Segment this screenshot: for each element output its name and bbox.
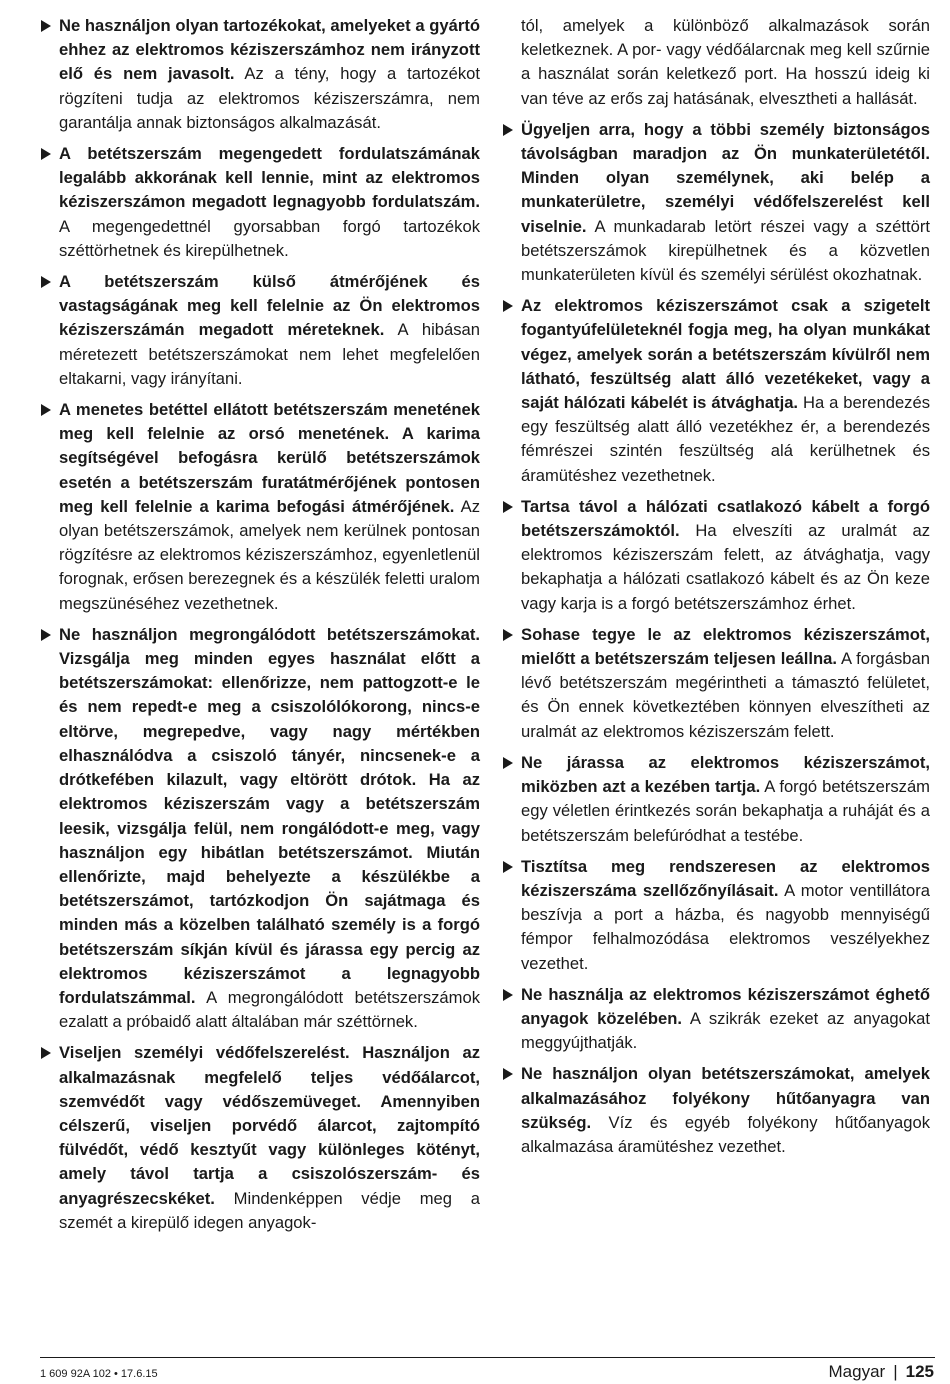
safety-item: [502, 294, 930, 488]
item-text: Az olyan betétszerszámok, amelyek nem kerülnek pontosan rögzítésre az elektromos kéziszerszámhoz, egyenletlenül forognak, erősen berezegnek és a készülék feletti uralom megszünéséhez vezethetnek.: [59, 496, 480, 613]
bullet-icon: [503, 861, 513, 873]
item-text: Mindenképpen védje meg a szemét a kirepülő idegen anyagok-: [59, 1188, 480, 1232]
item-text: A motor ventillátora beszívja a port a házba, és nagyobb mennyiségű fémpor felhalmozódása elektromos veszélyekhez vezethet.: [521, 880, 930, 973]
item-bold-text: Ügyeljen arra, hogy a többi személy biztonságos távolságban maradjon az Ön munkaterületétől. Minden olyan személynek, aki belép a munkaterületre, személyi védőfelszerelést kell viselnie.: [521, 119, 930, 236]
item-text: A forgásban lévő betétszerszám megérintheti a támasztó felületet, és Ön ennek következtében könnyen elveszítheti az uralmát az elektromos kéziszerszám felett.: [521, 649, 930, 741]
footer-language: Magyar: [828, 1362, 886, 1381]
item-text: A megengedettnél gyorsabban forgó tartozékok széttörhetnek és kirepülhetnek.: [59, 216, 480, 260]
bullet-icon: [503, 300, 513, 312]
safety-item: [502, 118, 930, 287]
item-bold-text: Tartsa távol a hálózati csatlakozó kábelt a forgó betétszerszámoktól.: [521, 496, 930, 541]
safety-item: [502, 623, 930, 744]
bullet-icon: [503, 629, 513, 641]
item-text: Víz és egyéb folyékony hűtőanyagok alkalmazása áramütéshez vezethet.: [521, 1112, 930, 1156]
item-bold-text: Sohase tegye le az elektromos kéziszerszámot, mielőtt a betétszerszám teljesen leállna.: [521, 624, 930, 669]
safety-item: [40, 270, 480, 391]
safety-item: [502, 751, 930, 848]
bullet-icon: [41, 276, 51, 288]
item-bold-text: Az elektromos kéziszerszámot csak a szigetelt fogantyúfelületeknél fogja meg, ha olyan munkákat végez, amelyek során a betétszerszám kívülről nem látható, feszültség alatt álló vezetékeket, vagy a saját hálózati kábelét is átvághatja.: [521, 296, 930, 413]
item-bold-text: A betétszerszám külső átmérőjének és vastagságának meg kell felelnie az Ön elektromos kéziszerszámán megadott méreteknek.: [59, 272, 480, 340]
bullet-icon: [41, 148, 51, 160]
item-bold-text: A menetes betéttel ellátott betétszerszám menetének meg kell felelnie az orsó menetének. A karima segítségével befogásra kerülő betétszerszámok esetén a betétszerszám furatátmérőjének pontosen meg kell felelnie a karima befogási átmérőjének.: [59, 400, 480, 516]
bullet-icon: [503, 757, 513, 769]
safety-item: [502, 983, 930, 1056]
safety-item: [40, 1041, 480, 1235]
item-text: Ha a berendezés egy feszültség alatt álló vezetékhez ér, a berendezés fémrészei szintén feszültség alá kerülhetnek és áramütéshez vezethetnek.: [521, 393, 931, 485]
item-text: A megrongálódott betétszerszámok ezalatt a próbaidő alatt általában már széttörnek.: [59, 987, 480, 1032]
item-bold-text: A betétszerszám megengedett fordulatszámának legalább akkorának kell lennie, mint az elektromos kéziszerszámon megadott legnagyobb fordulatszám.: [59, 144, 480, 212]
safety-item: [40, 142, 480, 263]
page-number: 125: [905, 1362, 934, 1381]
safety-item: [502, 495, 930, 616]
left-column: [40, 14, 480, 1242]
bullet-icon: [503, 124, 513, 136]
item-bold-text: Tisztítsa meg rendszeresen az elektromos kéziszerszáma szellőzőnyílásait.: [521, 856, 930, 900]
footer-divider: [40, 1357, 935, 1358]
item-text: A szikrák ezeket az anyagokat meggyújthatják.: [521, 1008, 930, 1053]
safety-item: [502, 855, 930, 976]
item-text: A hibásan méretezett betétszerszámokat nem lehet megfelelően eltakarni, vagy irányítani.: [59, 320, 480, 388]
item-text: A munkadarab letört részei vagy a széttört betétszerszámok kirepülhetnek és a közvetlen munkaterületen kívül és személyi sérülést okozhatnak.: [521, 216, 930, 285]
continued-paragraph: tól, amelyek a különböző alkalmazások során keletkeznek. A por- vagy védőálarcnak meg kell szűrnie a használat során keletkező port. Ha hosszú ideig ki van téve az erős zaj hatásának, elvesztheti a hallását.: [521, 16, 930, 108]
bullet-icon: [503, 1068, 513, 1080]
document-code: 1 609 92A 102 • 17.6.15: [40, 1368, 158, 1380]
item-text: Az a tény, hogy a tartozékot rögzíteni tudja az elektromos kéziszerszámra, nem garantálja annak biztonságos alkalmazását.: [59, 64, 480, 132]
page-footer: [829, 1362, 934, 1382]
item-text: A forgó betétszerszám egy véletlen érintkezés során bekaphatja a ruháját és a betétszerszám belefúródhat a testébe.: [521, 777, 931, 845]
item-bold-text: Ne járassa az elektromos kéziszerszámot, miközben azt a kezében tartja.: [521, 752, 930, 797]
item-bold-text: Viseljen személyi védőfelszerelést. Használjon az alkalmazásnak megfelelő teljes védőálarcot, szemvédőt vagy védőszemüveget. Amennyiben célszerű, viseljen porvédő álarcot, zajtompító fülvédőt, védő kesztyűt vagy különleges kötényt, amely távol tartja a csiszolószerszám- és anyagrészecskéket.: [59, 1043, 480, 1208]
right-column: [502, 14, 930, 1166]
item-text: Ha elveszíti az uralmát az elektromos kéziszerszám felett, az átvághatja, vagy bekaphatja a hálózati csatlakozó kábelt és az Ön keze vagy karja is a forgó betétszerszámhoz érhet.: [521, 521, 930, 613]
safety-item: [40, 398, 480, 616]
bullet-icon: [41, 404, 51, 416]
item-bold-text: Ne használjon olyan betétszerszámokat, amelyek alkalmazásához folyékony hűtőanyagra van szükség.: [521, 1064, 930, 1132]
footer-separator: |: [893, 1362, 898, 1381]
item-bold-text: Ne használjon megrongálódott betétszerszámokat. Vizsgálja meg minden egyes használat előtt a betétszerszámokat: ellenőrizze, nem pattogzott-e le és nem repedt-e meg a csiszolólókorong, nincs-e eltörve, megrepedve, vagy nagy mértékben elhasználódva a csiszoló tányér, nincsenek-e a drótkefében kilazult, vagy eltörött drótok. Ha az elektromos kéziszerszám vagy a betétszerszám leesik, vizsgálja felül, nem rongálódott-e meg, vagy használjon egy hibátlan betétszerszámot. Miután ellenőrizte, majd behelyezte a készülékbe a betétszerszámot, tartózkodjon Ön sajátmaga és minden más a közelben található személy is a forgó betétszerszám síkján kívül és járassa egy percig az elektromos kéziszerszámot a legnagyobb fordulatszámmal.: [59, 624, 480, 1007]
safety-item: [40, 623, 480, 1034]
safety-item: [502, 1062, 930, 1159]
bullet-icon: [41, 1047, 51, 1059]
bullet-icon: [41, 629, 51, 641]
bullet-icon: [503, 501, 513, 513]
bullet-icon: [503, 989, 513, 1001]
safety-item: [40, 14, 480, 135]
bullet-icon: [41, 20, 51, 32]
item-bold-text: Ne használjon olyan tartozékokat, amelyeket a gyártó ehhez az elektromos kéziszerszámhoz nem irányzott elő és nem javasolt.: [59, 16, 480, 84]
item-bold-text: Ne használja az elektromos kéziszerszámot éghető anyagok közelében.: [521, 984, 930, 1028]
